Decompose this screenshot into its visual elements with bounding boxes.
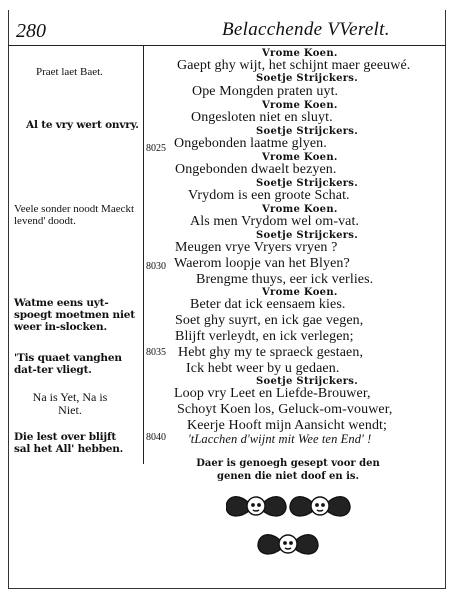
verse-line: Schoyt Koen los, Geluck-om-vouwer, (177, 402, 393, 417)
verse-line: Gaept ghy wijt, het schijnt maer geeuwé. (177, 58, 411, 73)
verse-line: Hebt ghy my te spraeck gestaen, (178, 345, 364, 360)
running-head: Belacchende VVerelt. (222, 19, 390, 40)
verse-line: Keerje Hooft mijn Aansicht wendt; (187, 418, 388, 433)
speaker-label: Vrome Koen. (262, 287, 338, 298)
verse-line: Als men Vrydom wel om-vat. (190, 214, 360, 229)
line-number: 8035 (146, 347, 166, 358)
speaker-label: Vrome Koen. (262, 204, 338, 215)
verse-line: Soet ghy suyrt, en ick gae vegen, (175, 313, 364, 328)
verse-line: Beter dat ick eensaem kies. (190, 297, 346, 312)
verse-line: Brengme thuys, eer ick verlies. (196, 272, 374, 287)
cherub-ornament-icon (226, 484, 356, 568)
verse-line: Loop vry Leet en Liefde-Brouwer, (174, 386, 371, 401)
verse-line: Vrydom is een groote Schat. (188, 188, 350, 203)
verse-line: Waerom loopje van het Blyen? (174, 256, 350, 271)
verse-line: Meugen vrye Vryers vryen ? (175, 240, 338, 255)
verse-line: Ongebonden dwaelt bezyen. (175, 162, 337, 177)
page-number: 280 (16, 20, 46, 42)
line-number: 8040 (146, 432, 166, 443)
speaker-label: Soetje Strijckers. (256, 230, 359, 241)
verse-line: 'tLacchen d'wijnt mit Wee ten End' ! (188, 432, 372, 446)
margin-note: Praet laet Baet. (36, 66, 103, 78)
line-number: 8030 (146, 261, 166, 272)
header-rule (8, 45, 445, 46)
verse-line: Ongebonden laatme glyen. (174, 136, 327, 151)
speaker-label: Soetje Strijckers. (256, 73, 359, 84)
verse-line: Ick hebt weer by u gedaen. (186, 361, 340, 376)
speaker-label: Vrome Koen. (262, 100, 338, 111)
margin-note: Die lest over blijft sal het All' hebben. (14, 431, 124, 455)
verse-line: Ope Mongden praten uyt. (192, 84, 339, 99)
speaker-label: Soetje Strijckers. (256, 178, 359, 189)
verse-line: Ongesloten niet en sluyt. (191, 110, 333, 125)
speaker-label: Vrome Koen. (262, 48, 338, 59)
margin-note: Al te vry wert onvry. (26, 119, 139, 131)
margin-note: Watme eens uyt-spoegt moetmen niet weer in-slocken. (14, 297, 135, 333)
motto-text: Daer is genoegh gesept voor den genen die niet doof en is. (196, 458, 380, 482)
margin-note: Veele sonder noodt Maeckt levend' doodt. (14, 203, 135, 227)
margin-note: 'Tis quaet vanghen dat-ter vliegt. (14, 352, 122, 376)
speaker-label: Soetje Strijckers. (256, 376, 359, 387)
speaker-label: Vrome Koen. (262, 152, 338, 163)
verse-line: Blijft verleydt, en ick verlegen; (175, 329, 354, 344)
line-number: 8025 (146, 143, 166, 154)
speaker-label: Soetje Strijckers. (256, 126, 359, 137)
margin-note: Na is Yet, Na is Niet. (32, 390, 108, 417)
margin-column-rule (143, 46, 144, 464)
